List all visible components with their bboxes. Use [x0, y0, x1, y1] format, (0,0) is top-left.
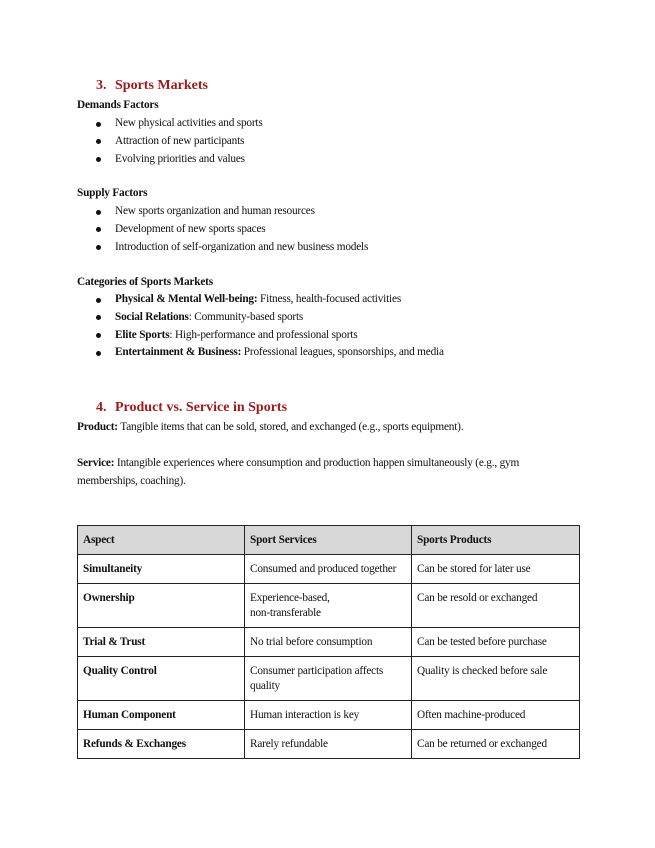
list-item: [0, 291, 444, 309]
demand-factors-title: Demands Factors: [77, 99, 159, 111]
table-header-row: [78, 526, 580, 555]
service-cell: No trial before consumption: [245, 628, 412, 657]
product-cell: Can be resold or exchanged: [412, 584, 580, 628]
section-3-heading: [96, 78, 208, 94]
bullet-icon: [96, 210, 101, 215]
bullet-icon: [96, 157, 101, 162]
categories-title: Categories of Sports Markets: [77, 276, 213, 288]
aspect-cell: Trial & Trust: [78, 628, 245, 657]
category-desc: : Community-based sports: [188, 310, 304, 323]
table-row: [78, 555, 580, 584]
service-cell: Consumer participation affects quality: [245, 657, 412, 701]
section-3-title: Sports Markets: [115, 78, 208, 93]
product-cell: Can be returned or exchanged: [412, 730, 580, 759]
section-4-title: Product vs. Service in Sports: [115, 400, 288, 415]
section-4-heading: [96, 400, 287, 416]
section-3-number: 3.: [96, 78, 107, 93]
product-cell: Often machine-produced: [412, 701, 580, 730]
list-item: Introduction of self-organization and new business models: [0, 239, 368, 257]
categories-list: [0, 291, 444, 362]
product-text: Tangible items that can be sold, stored, and exchanged (e.g., sports equipment).: [117, 421, 464, 433]
bullet-icon: [96, 298, 101, 303]
table-row: [78, 730, 580, 759]
service-cell: Human interaction is key: [245, 701, 412, 730]
list-item: Attraction of new participants: [0, 133, 263, 151]
product-label: Product:: [77, 421, 118, 433]
list-item: [0, 344, 444, 362]
header-sports-products: Sports Products: [412, 526, 580, 555]
product-cell: Quality is checked before sale: [412, 657, 580, 701]
service-cell: Experience-based, non-transferable: [245, 584, 412, 628]
bullet-icon: [96, 333, 101, 338]
section-4-number: 4.: [96, 400, 107, 415]
aspect-cell: Quality Control: [78, 657, 245, 701]
category-term: Elite Sports: [115, 328, 170, 341]
list-item: Development of new sports spaces: [0, 221, 368, 239]
demand-factors-list: [0, 115, 263, 168]
aspect-cell: Ownership: [78, 584, 245, 628]
category-desc: Professional leagues, sponsorships, and media: [241, 346, 444, 359]
bullet-icon: [96, 139, 101, 144]
bullet-icon: [96, 245, 101, 250]
aspect-cell: Refunds & Exchanges: [78, 730, 245, 759]
product-cell: Can be stored for later use: [412, 555, 580, 584]
service-cell: Consumed and produced together: [245, 555, 412, 584]
comparison-table: [77, 525, 580, 759]
service-definition: [77, 455, 582, 490]
aspect-cell: Human Component: [78, 701, 245, 730]
list-item: New sports organization and human resources: [0, 203, 368, 221]
header-sport-services: Sport Services: [245, 526, 412, 555]
table-row: [78, 584, 580, 628]
table-row: [78, 628, 580, 657]
product-definition: [77, 419, 582, 437]
list-item: Evolving priorities and values: [0, 151, 263, 169]
supply-factors-title: Supply Factors: [77, 187, 148, 199]
aspect-cell: Simultaneity: [78, 555, 245, 584]
service-cell: Rarely refundable: [245, 730, 412, 759]
category-desc: Fitness, health-focused activities: [257, 293, 402, 305]
category-desc: : High-performance and professional sports: [169, 328, 358, 341]
category-term: Social Relations: [115, 310, 189, 323]
product-cell: Can be tested before purchase: [412, 628, 580, 657]
bullet-icon: [96, 227, 101, 232]
list-item: New physical activities and sports: [0, 115, 263, 133]
bullet-icon: [96, 351, 101, 356]
list-item: [0, 309, 444, 327]
category-term: Physical & Mental Well-being:: [115, 293, 258, 305]
table-row: [78, 701, 580, 730]
header-aspect: Aspect: [78, 526, 245, 555]
category-term: Entertainment & Business:: [115, 346, 242, 359]
list-item: [0, 327, 444, 345]
service-text: Intangible experiences where consumption and production happen simultaneously (e.g., gym memberships, coaching).: [77, 457, 520, 487]
bullet-icon: [96, 315, 101, 320]
bullet-icon: [96, 122, 101, 127]
service-label: Service:: [77, 457, 115, 469]
supply-factors-list: [0, 203, 368, 256]
table-row: [78, 657, 580, 701]
